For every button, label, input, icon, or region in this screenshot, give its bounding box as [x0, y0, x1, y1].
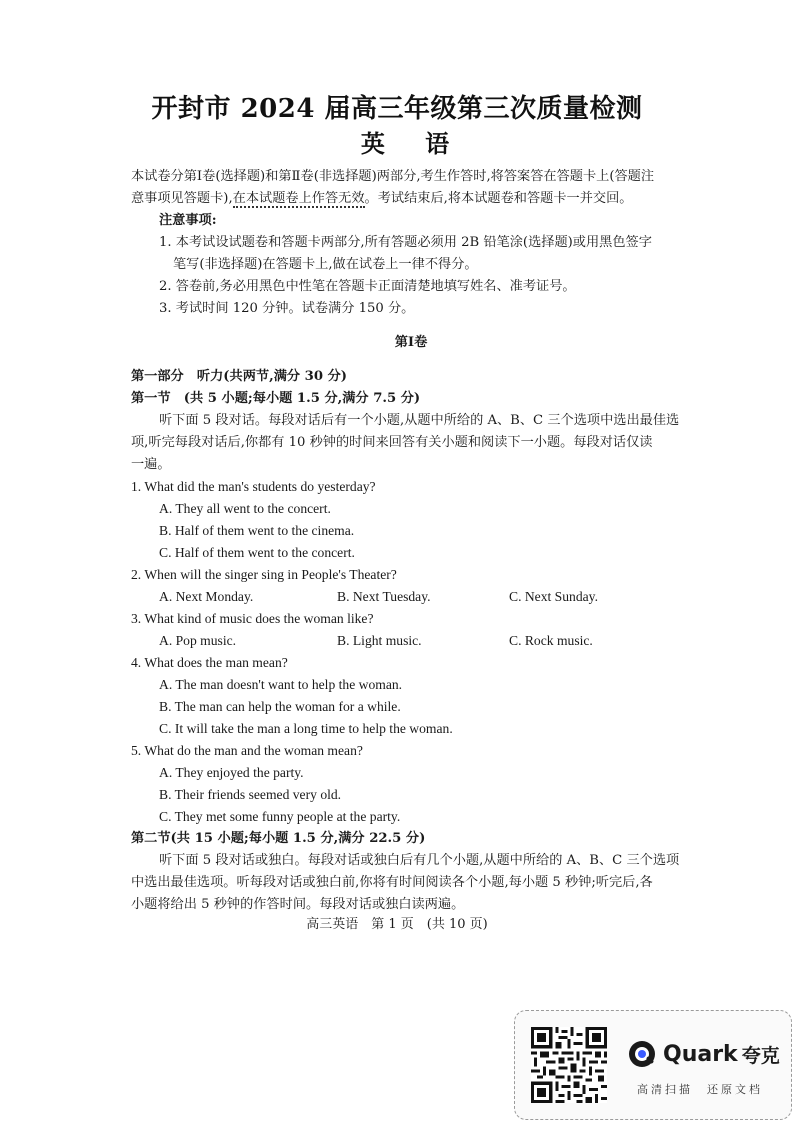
option-5c: C. They met some funny people at the party. — [159, 809, 401, 824]
quark-watermark[interactable] — [514, 1010, 792, 1120]
option-3c: C. Rock music. — [509, 633, 593, 648]
section1-title: 第一节 (共 5 小题;每小题 1.5 分,满分 7.5 分) — [131, 391, 421, 406]
section2-instruction-3: 小题将给出 5 秒钟的作答时间。每段对话或独白读两遍。 — [131, 897, 465, 912]
question-5: 5. What do the man and the woman mean? — [131, 743, 363, 758]
section1-instruction-3: 一遍。 — [131, 457, 171, 472]
option-4c: C. It will take the man a long time to help the woman. — [159, 721, 453, 736]
option-5b: B. Their friends seemed very old. — [159, 787, 342, 802]
option-2c: C. Next Sunday. — [509, 589, 598, 604]
section1-instruction-2: 项,听完每段对话后,你都有 10 秒钟的时间来回答有关小题和阅读下一小题。每段对话仅读 — [131, 435, 653, 450]
quark-brand — [627, 1039, 780, 1069]
question-4: 4. What does the man mean? — [131, 655, 288, 670]
intro-line-2 — [131, 188, 691, 210]
options-row-3 — [131, 630, 691, 652]
volume-heading: 第Ⅰ卷 — [394, 335, 428, 350]
notice-item-3: 3. 考试时间 120 分钟。试卷满分 150 分。 — [159, 301, 415, 316]
options-row-2 — [131, 586, 691, 608]
quark-brand-name: Quark — [663, 1041, 738, 1067]
notice-item-1-cont: 笔写(非选择题)在答题卡上,做在试卷上一律不得分。 — [173, 257, 478, 272]
option-1b: B. Half of them went to the cinema. — [159, 523, 355, 538]
notice-item-2: 2. 答卷前,务必用黑色中性笔在答题卡正面清楚地填写姓名、准考证号。 — [159, 279, 576, 294]
notice-title: 注意事项: — [159, 213, 217, 228]
section2-instruction-2: 中选出最佳选项。听每段对话或独白前,你将有时间阅读各个小题,每小题 5 秒钟;听完后,各 — [131, 875, 653, 890]
exam-title: 开封市 2024 届高三年级第三次质量检测 — [151, 94, 643, 124]
quark-brand-cn: 夸克 — [741, 1044, 780, 1067]
option-1c: C. Half of them went to the concert. — [159, 545, 355, 560]
question-3: 3. What kind of music does the woman like? — [131, 611, 374, 626]
section2-title: 第二节(共 15 小题;每小题 1.5 分,满分 22.5 分) — [131, 831, 426, 846]
intro-line-2a: 意事项见答题卡), — [131, 191, 233, 206]
qr-code-icon — [531, 1027, 607, 1103]
part1-title: 第一部分 听力(共两节,满分 30 分) — [131, 369, 348, 384]
option-3b: B. Light music. — [337, 633, 422, 648]
intro-line-1: 本试卷分第Ⅰ卷(选择题)和第Ⅱ卷(非选择题)两部分,考生作答时,将答案答在答题卡上(答题注 — [131, 169, 655, 184]
option-2b: B. Next Tuesday. — [337, 589, 431, 604]
option-4a: A. The man doesn't want to help the woman. — [159, 677, 403, 692]
option-1a: A. They all went to the concert. — [159, 501, 331, 516]
intro-line-2c: 。考试结束后,将本试题卷和答题卡一并交回。 — [364, 191, 633, 206]
question-1: 1. What did the man's students do yesterday? — [131, 479, 376, 494]
quark-tagline: 高清扫描 还原文档 — [637, 1083, 763, 1096]
option-5a: A. They enjoyed the party. — [159, 765, 304, 780]
option-2a: A. Next Monday. — [159, 589, 254, 604]
question-2: 2. When will the singer sing in People's Theater? — [131, 567, 397, 582]
notice-item-1: 1. 本考试设试题卷和答题卡两部分,所有答题必须用 2B 铅笔涂(选择题)或用黑色签字 — [159, 235, 652, 250]
subject-title: 英 语 — [360, 129, 466, 158]
section2-instruction-1: 听下面 5 段对话或独白。每段对话或独白后有几个小题,从题中所给的 A、B、C 三个选项 — [159, 853, 680, 868]
option-3a: A. Pop music. — [159, 633, 237, 648]
emphasis-text: 在本试题卷上作答无效 — [232, 191, 365, 206]
page-footer: 高三英语 第 1 页 (共 10 页) — [306, 917, 488, 932]
option-4b: B. The man can help the woman for a while. — [159, 699, 401, 714]
exam-body — [131, 166, 691, 916]
section1-instruction-1: 听下面 5 段对话。每段对话后有一个小题,从题中所给的 A、B、C 三个选项中选出最佳选 — [159, 413, 680, 428]
quark-logo-icon — [627, 1039, 657, 1069]
